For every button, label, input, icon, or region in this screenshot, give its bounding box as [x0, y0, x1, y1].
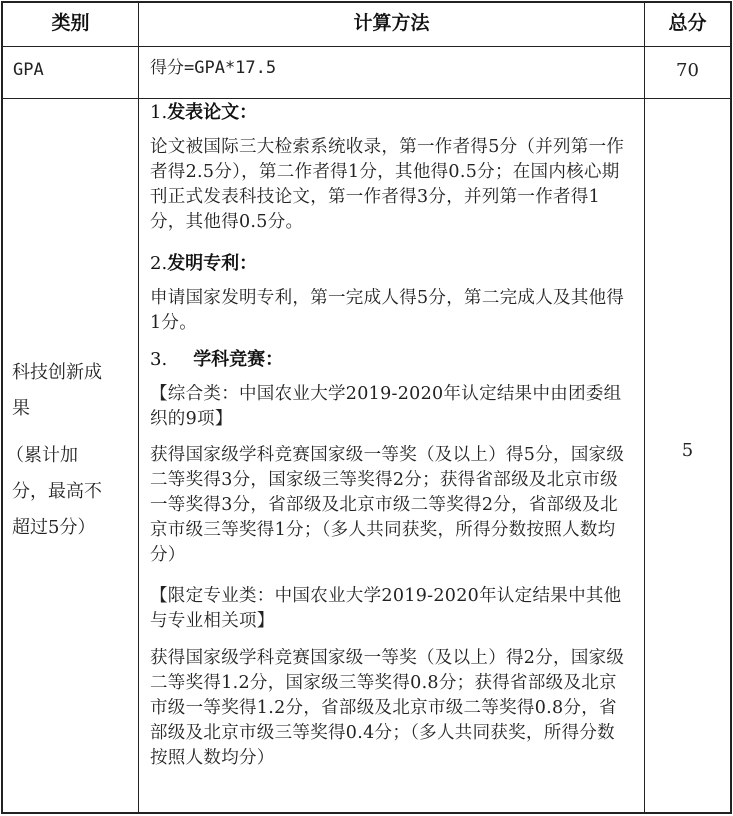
- table-border-bottom: [1, 812, 732, 814]
- comprehensive-text: 获得国家级学科竞赛国家级一等奖（及以上）得5分，国家级二等奖得3分，国家级三等奖得2分；获得省部级及北京市级一等奖得3分，省部级及北京市级二等奖得2分，省部级及北京市级三等奖得1分；（多人共同获奖，所得分数按照人数均分）: [150, 445, 625, 565]
- header-method: 计算方法: [353, 12, 430, 34]
- research-note-line2: 分，最高不: [12, 481, 102, 502]
- research-total: 5: [681, 440, 694, 461]
- table-rule-header: [1, 46, 732, 47]
- header-total: 总分: [668, 12, 707, 34]
- patents-text: 申请国家发明专利，第一完成人得5分，第二完成人及其他得1分。: [150, 288, 625, 333]
- patents-heading: [150, 251, 628, 277]
- papers-number: 1.: [150, 102, 168, 123]
- specialized-heading: 【限定专业类：中国农业大学2019-2020年认定结果中其他与专业相关项】: [150, 586, 622, 631]
- table-rule-col1: [138, 1, 139, 814]
- papers-text: 论文被国际三大检索系统收录，第一作者得5分（并列第一作者得2.5分），第二作者得1分，其他得0.5分；在国内核心期刊正式发表科技论文，第一作者得3分，并列第一作者得1分，其他得0.5分。: [150, 137, 625, 232]
- papers-title: 发表论文：: [167, 102, 258, 123]
- patents-number: 2.: [150, 253, 168, 274]
- gpa-total: 70: [676, 60, 699, 81]
- research-category: [12, 355, 136, 427]
- contest-title: 学科竞赛：: [193, 349, 284, 370]
- patents-title: 发明专利：: [167, 253, 258, 274]
- research-category-note: [6, 438, 136, 546]
- research-category-line2: 果: [12, 398, 30, 419]
- contest-number: 3.: [150, 349, 168, 370]
- header-category: 类别: [51, 12, 90, 34]
- specialized-text: 获得国家级学科竞赛国家级一等奖（及以上）得2分，国家级二等奖得1.2分，国家级三等奖得0.8分；获得省部级及北京市级一等奖得1.2分，省部级及北京市级二等奖得0.8分，省部级及北京市级三等奖得0.4分；（多人共同获奖，所得分数按照人数均分）: [150, 648, 625, 768]
- contest-heading: [150, 347, 628, 373]
- gpa-category: GPA: [13, 60, 44, 80]
- table-border-left: [1, 1, 3, 814]
- research-note-line1: （累计加: [6, 445, 78, 466]
- table-rule-gpa: [1, 98, 732, 99]
- research-note-line3: 超过5分）: [12, 517, 96, 538]
- gpa-method: 得分=GPA*17.5: [150, 58, 277, 78]
- research-category-line1: 科技创新成: [12, 362, 102, 383]
- papers-heading: [150, 100, 628, 126]
- comprehensive-heading: 【综合类：中国农业大学2019-2020年认定结果中由团委组织的9项】: [150, 384, 622, 429]
- table-rule-col2: [644, 1, 645, 814]
- table-border-right: [730, 1, 732, 814]
